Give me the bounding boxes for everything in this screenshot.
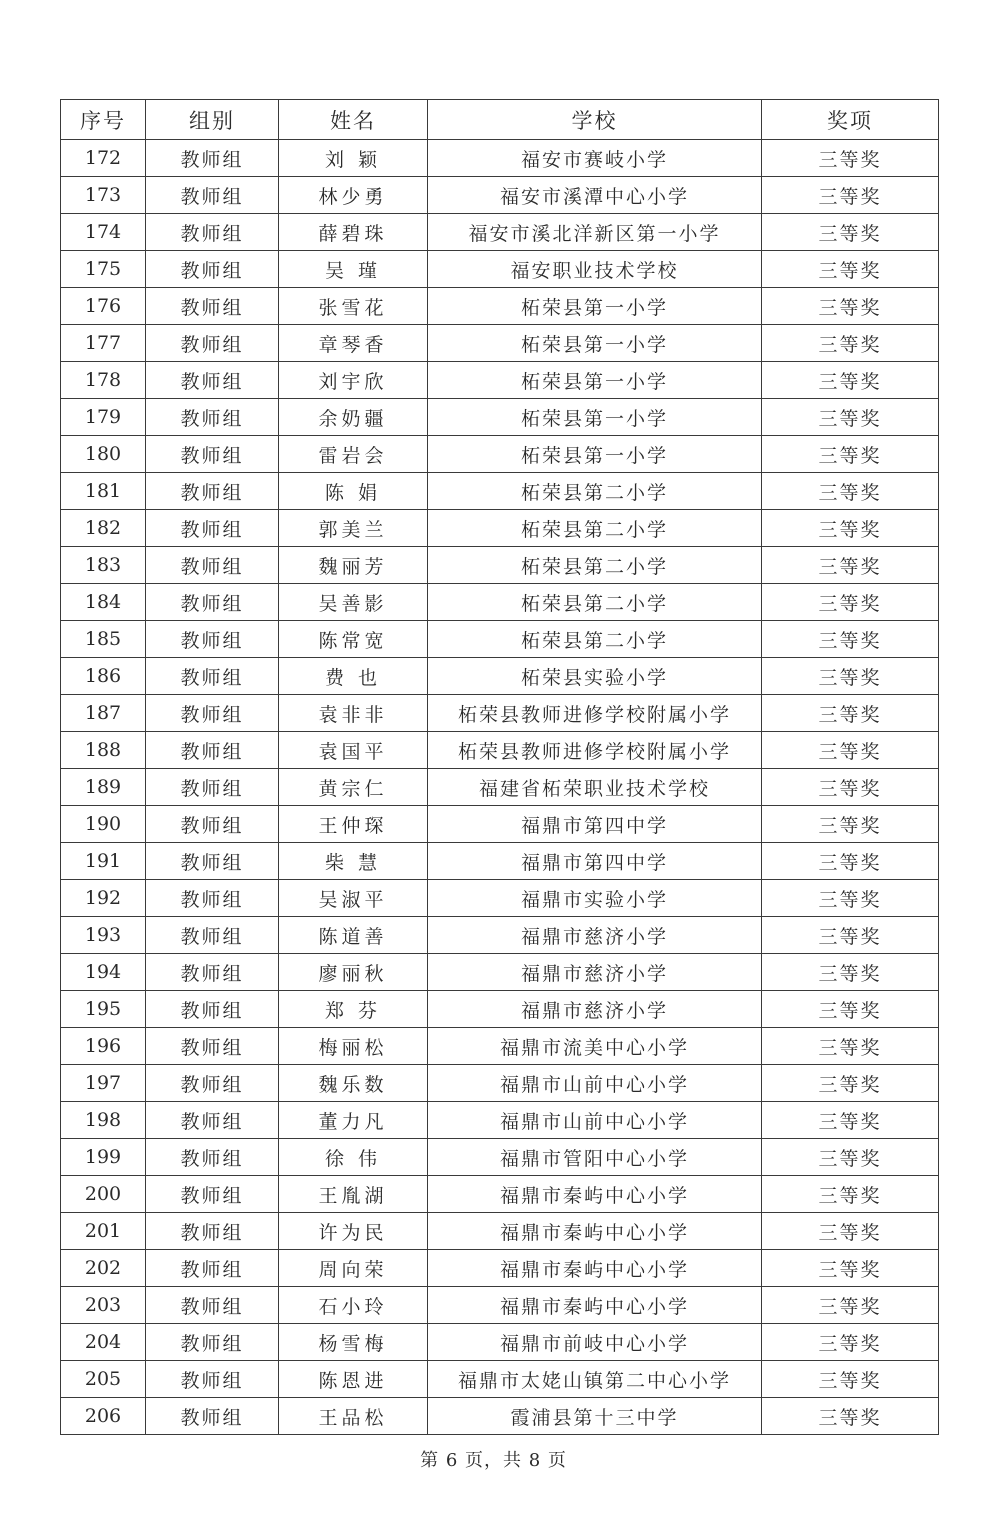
table-row	[61, 917, 939, 954]
cell-school: 福鼎市秦屿中心小学	[428, 1213, 762, 1250]
cell-name: 石小玲	[279, 1287, 428, 1324]
cell-award: 三等奖	[762, 1176, 939, 1213]
table-row	[61, 214, 939, 251]
table-row	[61, 251, 939, 288]
table-row	[61, 510, 939, 547]
table-row	[61, 991, 939, 1028]
table-header	[61, 100, 939, 140]
cell-award: 三等奖	[762, 880, 939, 917]
cell-group: 教师组	[146, 1065, 279, 1102]
table-row	[61, 1398, 939, 1435]
cell-name: 刘 颖	[279, 140, 428, 177]
cell-group: 教师组	[146, 880, 279, 917]
cell-number: 174	[61, 214, 146, 251]
cell-award: 三等奖	[762, 510, 939, 547]
cell-name: 郭美兰	[279, 510, 428, 547]
table-row	[61, 1361, 939, 1398]
cell-number: 194	[61, 954, 146, 991]
cell-school: 柘荣县教师进修学校附属小学	[428, 695, 762, 732]
cell-school: 福鼎市慈济小学	[428, 954, 762, 991]
cell-number: 199	[61, 1139, 146, 1176]
cell-number: 191	[61, 843, 146, 880]
cell-award: 三等奖	[762, 1028, 939, 1065]
header-group: 组别	[146, 100, 279, 140]
cell-group: 教师组	[146, 214, 279, 251]
cell-school: 福安职业技术学校	[428, 251, 762, 288]
award-list-sheet	[60, 99, 938, 1435]
cell-name: 章琴香	[279, 325, 428, 362]
cell-award: 三等奖	[762, 1065, 939, 1102]
cell-group: 教师组	[146, 325, 279, 362]
cell-name: 雷岩会	[279, 436, 428, 473]
cell-award: 三等奖	[762, 954, 939, 991]
cell-award: 三等奖	[762, 1102, 939, 1139]
cell-school: 福鼎市山前中心小学	[428, 1065, 762, 1102]
cell-school: 福鼎市第四中学	[428, 806, 762, 843]
cell-number: 173	[61, 177, 146, 214]
cell-number: 175	[61, 251, 146, 288]
cell-number: 172	[61, 140, 146, 177]
table-row	[61, 1250, 939, 1287]
cell-name: 许为民	[279, 1213, 428, 1250]
cell-school: 柘荣县第一小学	[428, 362, 762, 399]
cell-award: 三等奖	[762, 1361, 939, 1398]
cell-group: 教师组	[146, 621, 279, 658]
table-row	[61, 1213, 939, 1250]
cell-group: 教师组	[146, 1102, 279, 1139]
table-row	[61, 732, 939, 769]
cell-group: 教师组	[146, 288, 279, 325]
cell-school: 柘荣县教师进修学校附属小学	[428, 732, 762, 769]
cell-number: 206	[61, 1398, 146, 1435]
cell-award: 三等奖	[762, 991, 939, 1028]
cell-name: 陈恩进	[279, 1361, 428, 1398]
cell-school: 柘荣县第二小学	[428, 584, 762, 621]
cell-name: 王品松	[279, 1398, 428, 1435]
cell-award: 三等奖	[762, 584, 939, 621]
table-row	[61, 1176, 939, 1213]
cell-school: 福鼎市秦屿中心小学	[428, 1287, 762, 1324]
cell-group: 教师组	[146, 1250, 279, 1287]
cell-group: 教师组	[146, 251, 279, 288]
cell-number: 195	[61, 991, 146, 1028]
cell-number: 200	[61, 1176, 146, 1213]
cell-award: 三等奖	[762, 214, 939, 251]
cell-school: 柘荣县第一小学	[428, 325, 762, 362]
cell-group: 教师组	[146, 547, 279, 584]
cell-number: 179	[61, 399, 146, 436]
cell-school: 福安市赛岐小学	[428, 140, 762, 177]
table-row	[61, 362, 939, 399]
cell-school: 福建省柘荣职业技术学校	[428, 769, 762, 806]
cell-number: 181	[61, 473, 146, 510]
table-row	[61, 954, 939, 991]
cell-group: 教师组	[146, 177, 279, 214]
cell-school: 福鼎市山前中心小学	[428, 1102, 762, 1139]
cell-name: 吴善影	[279, 584, 428, 621]
cell-number: 177	[61, 325, 146, 362]
cell-number: 184	[61, 584, 146, 621]
cell-award: 三等奖	[762, 1398, 939, 1435]
cell-number: 188	[61, 732, 146, 769]
cell-group: 教师组	[146, 732, 279, 769]
cell-number: 203	[61, 1287, 146, 1324]
cell-award: 三等奖	[762, 1287, 939, 1324]
cell-number: 183	[61, 547, 146, 584]
cell-name: 陈 娟	[279, 473, 428, 510]
cell-name: 刘宇欣	[279, 362, 428, 399]
cell-school: 柘荣县第二小学	[428, 473, 762, 510]
table-row	[61, 584, 939, 621]
table-row	[61, 177, 939, 214]
cell-name: 王胤湖	[279, 1176, 428, 1213]
cell-name: 魏丽芳	[279, 547, 428, 584]
cell-award: 三等奖	[762, 251, 939, 288]
table-row	[61, 325, 939, 362]
award-table	[60, 99, 939, 1435]
cell-number: 204	[61, 1324, 146, 1361]
cell-group: 教师组	[146, 1361, 279, 1398]
cell-award: 三等奖	[762, 732, 939, 769]
table-row	[61, 695, 939, 732]
cell-award: 三等奖	[762, 917, 939, 954]
cell-group: 教师组	[146, 399, 279, 436]
cell-name: 林少勇	[279, 177, 428, 214]
cell-name: 陈常宽	[279, 621, 428, 658]
table-row	[61, 806, 939, 843]
cell-number: 178	[61, 362, 146, 399]
cell-number: 190	[61, 806, 146, 843]
cell-school: 柘荣县第二小学	[428, 621, 762, 658]
cell-award: 三等奖	[762, 1250, 939, 1287]
table-row	[61, 436, 939, 473]
cell-number: 187	[61, 695, 146, 732]
cell-number: 201	[61, 1213, 146, 1250]
cell-number: 176	[61, 288, 146, 325]
cell-group: 教师组	[146, 140, 279, 177]
cell-name: 袁国平	[279, 732, 428, 769]
table-row	[61, 547, 939, 584]
cell-school: 柘荣县第一小学	[428, 436, 762, 473]
cell-name: 周向荣	[279, 1250, 428, 1287]
cell-group: 教师组	[146, 1139, 279, 1176]
cell-school: 福安市溪潭中心小学	[428, 177, 762, 214]
table-row	[61, 1324, 939, 1361]
cell-name: 魏乐数	[279, 1065, 428, 1102]
cell-group: 教师组	[146, 843, 279, 880]
cell-name: 余奶疆	[279, 399, 428, 436]
page-footer: 第 6 页，共 8 页	[420, 1450, 567, 1471]
cell-award: 三等奖	[762, 399, 939, 436]
table-row	[61, 880, 939, 917]
cell-school: 柘荣县第二小学	[428, 547, 762, 584]
cell-school: 福鼎市第四中学	[428, 843, 762, 880]
header-name: 姓名	[279, 100, 428, 140]
header-row	[61, 100, 939, 140]
cell-school: 霞浦县第十三中学	[428, 1398, 762, 1435]
cell-award: 三等奖	[762, 695, 939, 732]
cell-award: 三等奖	[762, 547, 939, 584]
table-row	[61, 621, 939, 658]
cell-award: 三等奖	[762, 621, 939, 658]
cell-school: 福安市溪北洋新区第一小学	[428, 214, 762, 251]
table-row	[61, 769, 939, 806]
cell-number: 182	[61, 510, 146, 547]
cell-award: 三等奖	[762, 436, 939, 473]
cell-number: 196	[61, 1028, 146, 1065]
cell-group: 教师组	[146, 436, 279, 473]
cell-number: 202	[61, 1250, 146, 1287]
cell-award: 三等奖	[762, 658, 939, 695]
table-row	[61, 1287, 939, 1324]
table-row	[61, 1102, 939, 1139]
cell-name: 徐 伟	[279, 1139, 428, 1176]
cell-name: 费 也	[279, 658, 428, 695]
cell-name: 柴 慧	[279, 843, 428, 880]
cell-group: 教师组	[146, 991, 279, 1028]
cell-name: 廖丽秋	[279, 954, 428, 991]
cell-group: 教师组	[146, 806, 279, 843]
cell-number: 185	[61, 621, 146, 658]
cell-number: 180	[61, 436, 146, 473]
cell-group: 教师组	[146, 769, 279, 806]
cell-school: 柘荣县第二小学	[428, 510, 762, 547]
cell-award: 三等奖	[762, 177, 939, 214]
cell-school: 柘荣县第一小学	[428, 399, 762, 436]
table-row	[61, 1139, 939, 1176]
header-number: 序号	[61, 100, 146, 140]
cell-school: 柘荣县实验小学	[428, 658, 762, 695]
cell-group: 教师组	[146, 658, 279, 695]
cell-award: 三等奖	[762, 1139, 939, 1176]
cell-group: 教师组	[146, 1028, 279, 1065]
cell-group: 教师组	[146, 695, 279, 732]
table-row	[61, 399, 939, 436]
cell-award: 三等奖	[762, 806, 939, 843]
cell-name: 王仲琛	[279, 806, 428, 843]
cell-school: 福鼎市实验小学	[428, 880, 762, 917]
cell-number: 205	[61, 1361, 146, 1398]
cell-award: 三等奖	[762, 1213, 939, 1250]
cell-number: 189	[61, 769, 146, 806]
table-row	[61, 288, 939, 325]
cell-award: 三等奖	[762, 288, 939, 325]
cell-name: 梅丽松	[279, 1028, 428, 1065]
cell-school: 福鼎市慈济小学	[428, 917, 762, 954]
table-body	[61, 140, 939, 1435]
cell-school: 福鼎市流美中心小学	[428, 1028, 762, 1065]
cell-name: 杨雪梅	[279, 1324, 428, 1361]
cell-name: 吴淑平	[279, 880, 428, 917]
table-row	[61, 140, 939, 177]
cell-group: 教师组	[146, 1213, 279, 1250]
cell-group: 教师组	[146, 1287, 279, 1324]
table-row	[61, 843, 939, 880]
cell-group: 教师组	[146, 1324, 279, 1361]
header-award: 奖项	[762, 100, 939, 140]
cell-award: 三等奖	[762, 362, 939, 399]
cell-group: 教师组	[146, 584, 279, 621]
cell-group: 教师组	[146, 362, 279, 399]
cell-number: 193	[61, 917, 146, 954]
cell-school: 柘荣县第一小学	[428, 288, 762, 325]
cell-name: 薛碧珠	[279, 214, 428, 251]
cell-school: 福鼎市秦屿中心小学	[428, 1250, 762, 1287]
cell-award: 三等奖	[762, 1324, 939, 1361]
cell-name: 张雪花	[279, 288, 428, 325]
table-row	[61, 1028, 939, 1065]
cell-group: 教师组	[146, 473, 279, 510]
cell-award: 三等奖	[762, 473, 939, 510]
cell-school: 福鼎市太姥山镇第二中心小学	[428, 1361, 762, 1398]
cell-school: 福鼎市慈济小学	[428, 991, 762, 1028]
cell-number: 198	[61, 1102, 146, 1139]
cell-school: 福鼎市管阳中心小学	[428, 1139, 762, 1176]
cell-number: 192	[61, 880, 146, 917]
table-row	[61, 1065, 939, 1102]
cell-name: 郑 芬	[279, 991, 428, 1028]
cell-name: 董力凡	[279, 1102, 428, 1139]
cell-group: 教师组	[146, 917, 279, 954]
cell-name: 黄宗仁	[279, 769, 428, 806]
cell-name: 陈道善	[279, 917, 428, 954]
cell-name: 吴 瑾	[279, 251, 428, 288]
cell-group: 教师组	[146, 954, 279, 991]
cell-group: 教师组	[146, 1398, 279, 1435]
cell-school: 福鼎市秦屿中心小学	[428, 1176, 762, 1213]
cell-award: 三等奖	[762, 769, 939, 806]
cell-school: 福鼎市前岐中心小学	[428, 1324, 762, 1361]
cell-group: 教师组	[146, 510, 279, 547]
cell-number: 197	[61, 1065, 146, 1102]
cell-award: 三等奖	[762, 140, 939, 177]
table-row	[61, 473, 939, 510]
cell-award: 三等奖	[762, 325, 939, 362]
header-school: 学校	[428, 100, 762, 140]
cell-number: 186	[61, 658, 146, 695]
cell-group: 教师组	[146, 1176, 279, 1213]
cell-name: 袁非非	[279, 695, 428, 732]
cell-award: 三等奖	[762, 843, 939, 880]
table-row	[61, 658, 939, 695]
